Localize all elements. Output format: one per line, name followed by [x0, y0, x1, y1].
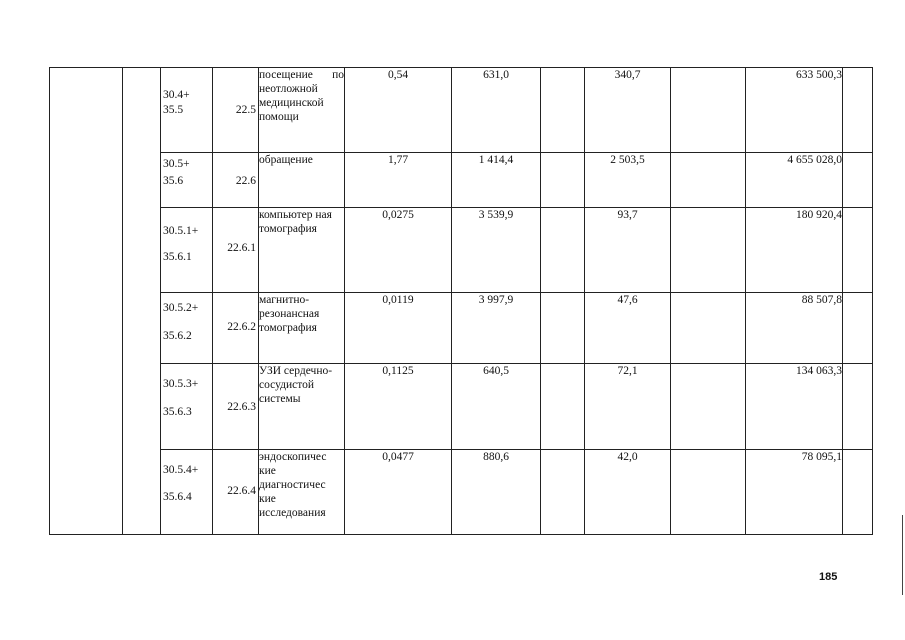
empty-cell — [541, 153, 585, 208]
service-name: магнитно-резонансная томография — [259, 293, 345, 364]
code-cell — [161, 153, 213, 208]
scan-edge-line — [902, 515, 903, 595]
code-b: 35.6.2 — [163, 330, 192, 342]
empty-cell — [541, 208, 585, 293]
value-1: 0,0275 — [345, 208, 452, 293]
empty-cell — [671, 293, 746, 364]
value-3: 93,7 — [585, 208, 671, 293]
code-a: 30.5+ — [163, 158, 190, 170]
value-3: 340,7 — [585, 68, 671, 153]
empty-cell — [843, 153, 873, 208]
empty-cell — [541, 364, 585, 450]
value-2: 3 539,9 — [452, 208, 541, 293]
sub-code-cell: 22.5 — [213, 68, 259, 153]
code-a: 30.5.3+ — [163, 378, 199, 390]
code-b: 35.5 — [163, 104, 184, 116]
value-3: 72,1 — [585, 364, 671, 450]
value-2: 1 414,4 — [452, 153, 541, 208]
value-3: 47,6 — [585, 293, 671, 364]
table-row — [50, 208, 873, 293]
empty-cell — [843, 293, 873, 364]
table-row — [50, 153, 873, 208]
sub-code-cell: 22.6.4 — [213, 450, 259, 535]
service-name: эндоскопичес кие диагностичес кие исследования — [259, 450, 345, 535]
code-b: 35.6 — [163, 175, 184, 187]
service-name: УЗИ сердечно-сосудистой системы — [259, 364, 345, 450]
empty-cell — [843, 208, 873, 293]
value-1: 1,77 — [345, 153, 452, 208]
empty-cell — [843, 450, 873, 535]
code-a: 30.5.1+ — [163, 225, 199, 237]
code-b: 35.6.3 — [163, 406, 192, 418]
empty-cell — [843, 68, 873, 153]
merged-blank-cell-1 — [50, 68, 123, 535]
value-1: 0,1125 — [345, 364, 452, 450]
page-number: 185 — [819, 571, 838, 583]
service-name: компьютер ная томография — [259, 208, 345, 293]
sub-code-cell: 22.6.1 — [213, 208, 259, 293]
service-name: посещение по неотложной медицинской помощи — [259, 68, 345, 153]
code-cell — [161, 208, 213, 293]
code-cell — [161, 293, 213, 364]
value-1: 0,0477 — [345, 450, 452, 535]
sub-code-cell: 22.6.3 — [213, 364, 259, 450]
value-4: 633 500,3 — [746, 68, 843, 153]
empty-cell — [671, 68, 746, 153]
value-4: 4 655 028,0 — [746, 153, 843, 208]
code-b: 35.6.1 — [163, 251, 192, 263]
table-row — [50, 364, 873, 450]
value-2: 640,5 — [452, 364, 541, 450]
code-a: 30.5.2+ — [163, 302, 199, 314]
value-2: 3 997,9 — [452, 293, 541, 364]
value-2: 880,6 — [452, 450, 541, 535]
table-row — [50, 293, 873, 364]
empty-cell — [671, 364, 746, 450]
code-cell — [161, 364, 213, 450]
empty-cell — [541, 450, 585, 535]
empty-cell — [541, 68, 585, 153]
value-1: 0,54 — [345, 68, 452, 153]
sub-code-cell: 22.6 — [213, 153, 259, 208]
value-2: 631,0 — [452, 68, 541, 153]
empty-cell — [671, 450, 746, 535]
merged-blank-cell-2 — [123, 68, 161, 535]
code-b: 35.6.4 — [163, 491, 192, 503]
empty-cell — [671, 153, 746, 208]
value-1: 0,0119 — [345, 293, 452, 364]
code-cell — [161, 450, 213, 535]
table-row — [50, 68, 873, 153]
empty-cell — [843, 364, 873, 450]
value-4: 78 095,1 — [746, 450, 843, 535]
code-a: 30.4+ — [163, 89, 190, 101]
service-name: обращение — [259, 153, 345, 208]
value-4: 88 507,8 — [746, 293, 843, 364]
value-4: 180 920,4 — [746, 208, 843, 293]
empty-cell — [671, 208, 746, 293]
sub-code-cell: 22.6.2 — [213, 293, 259, 364]
table-row — [50, 450, 873, 535]
value-3: 42,0 — [585, 450, 671, 535]
value-3: 2 503,5 — [585, 153, 671, 208]
value-4: 134 063,3 — [746, 364, 843, 450]
code-a: 30.5.4+ — [163, 464, 199, 476]
tariff-table — [49, 67, 873, 535]
code-cell — [161, 68, 213, 153]
empty-cell — [541, 293, 585, 364]
